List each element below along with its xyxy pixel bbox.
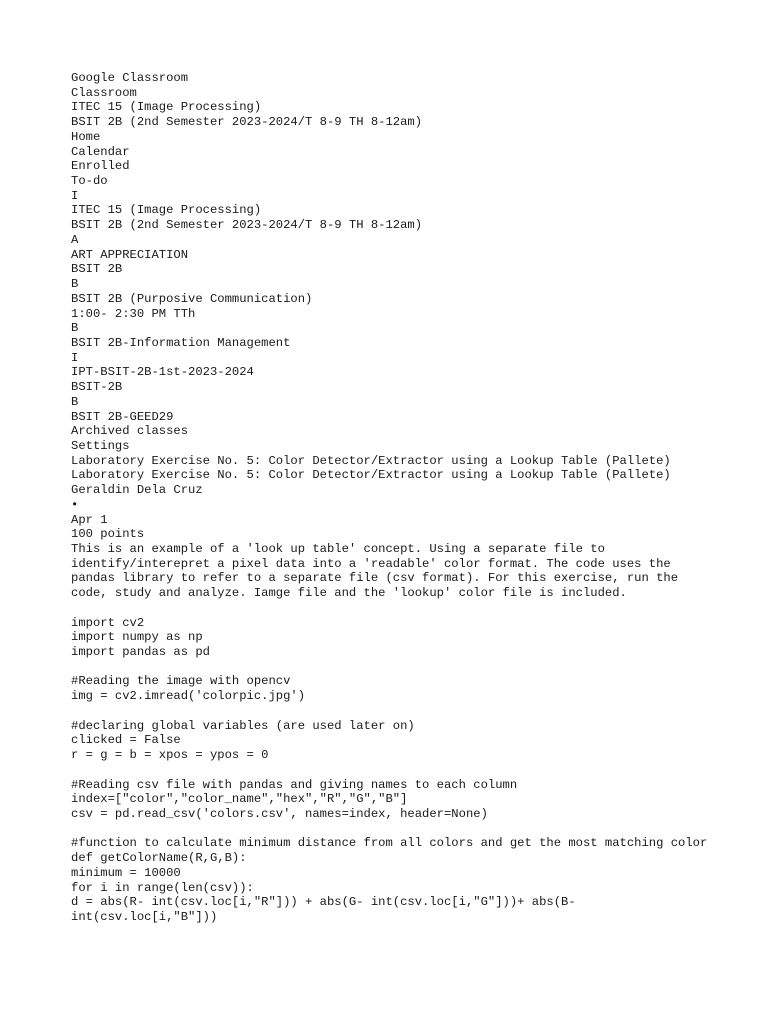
spacer: [71, 660, 711, 675]
class-section: BSIT 2B (2nd Semester 2023-2024/T 8-9 TH 8-12am): [71, 218, 423, 233]
class-section: 1:00- 2:30 PM TTh: [71, 306, 196, 321]
class-avatar: B: [71, 321, 79, 336]
spacer: [71, 601, 711, 616]
nav-calendar[interactable]: Calendar: [71, 144, 130, 159]
code-line: img = cv2.imread('colorpic.jpg'): [71, 689, 306, 704]
nav-home[interactable]: Home: [71, 129, 101, 144]
assignment-heading: Laboratory Exercise No. 5: Color Detector/Extractor using a Lookup Table (Pallete): [71, 468, 671, 483]
code-comment: #Reading the image with opencv: [71, 674, 291, 689]
assignment-author: Geraldin Dela Cruz: [71, 483, 203, 498]
current-class-title[interactable]: ITEC 15 (Image Processing): [71, 100, 262, 115]
code-line: clicked = False: [71, 733, 181, 748]
class-name[interactable]: ART APPRECIATION: [71, 247, 189, 262]
code-line: for i in range(len(csv)):: [71, 880, 254, 895]
code-line: index=["color","color_name","hex","R","G","B"]: [71, 792, 408, 807]
class-section: BSIT-2B: [71, 380, 123, 395]
class-avatar: I: [71, 350, 79, 365]
class-name[interactable]: BSIT 2B-Information Management: [71, 335, 291, 350]
class-avatar: B: [71, 394, 79, 409]
classroom-link[interactable]: Classroom: [71, 85, 137, 100]
spacer: [71, 704, 711, 719]
code-line: r = g = b = xpos = ypos = 0: [71, 748, 269, 763]
class-name[interactable]: ITEC 15 (Image Processing): [71, 203, 262, 218]
code-comment: #Reading csv file with pandas and giving names to each column: [71, 777, 518, 792]
nav-archived-classes[interactable]: Archived classes: [71, 424, 189, 439]
nav-todo[interactable]: To-do: [71, 174, 108, 189]
code-line: minimum = 10000: [71, 865, 181, 880]
class-name[interactable]: BSIT 2B (Purposive Communication): [71, 291, 313, 306]
nav-settings[interactable]: Settings: [71, 438, 130, 453]
assignment-points: 100 points: [71, 527, 145, 542]
code-line: def getColorName(R,G,B):: [71, 851, 247, 866]
class-section: BSIT 2B: [71, 262, 123, 277]
assignment-date: Apr 1: [71, 512, 108, 527]
document-page: [71, 71, 711, 925]
current-class-section: BSIT 2B (2nd Semester 2023-2024/T 8-9 TH 8-12am): [71, 115, 423, 130]
assignment-title: Laboratory Exercise No. 5: Color Detector/Extractor using a Lookup Table (Pallete): [71, 453, 671, 468]
class-name[interactable]: IPT-BSIT-2B-1st-2023-2024: [71, 365, 254, 380]
code-line: import pandas as pd: [71, 645, 210, 660]
spacer: [71, 822, 711, 837]
code-line: d = abs(R- int(csv.loc[i,"R"])) + abs(G- int(csv.loc[i,"G"]))+ abs(B- int(csv.loc[i,"B"])): [71, 895, 583, 924]
class-avatar: I: [71, 188, 79, 203]
code-line: import cv2: [71, 615, 145, 630]
nav-enrolled[interactable]: Enrolled: [71, 159, 130, 174]
class-name[interactable]: BSIT 2B-GEED29: [71, 409, 174, 424]
assignment-description: This is an example of a 'look up table' concept. Using a separate file to identify/interepret a pixel data into a 'readable' color format. The code uses the pandas library to refer to a separate file (csv format). For this exercise, run the code, study and analyze. Iamge file and the 'lookup' color file is included.: [71, 542, 686, 601]
bullet-separator: •: [71, 497, 79, 512]
class-avatar: B: [71, 277, 79, 292]
code-comment: #declaring global variables (are used later on): [71, 718, 415, 733]
spacer: [71, 763, 711, 778]
app-name[interactable]: Google Classroom: [71, 71, 189, 85]
class-avatar: A: [71, 232, 79, 247]
code-comment: #function to calculate minimum distance from all colors and get the most matching color: [71, 836, 708, 851]
code-line: csv = pd.read_csv('colors.csv', names=index, header=None): [71, 806, 488, 821]
code-line: import numpy as np: [71, 630, 203, 645]
